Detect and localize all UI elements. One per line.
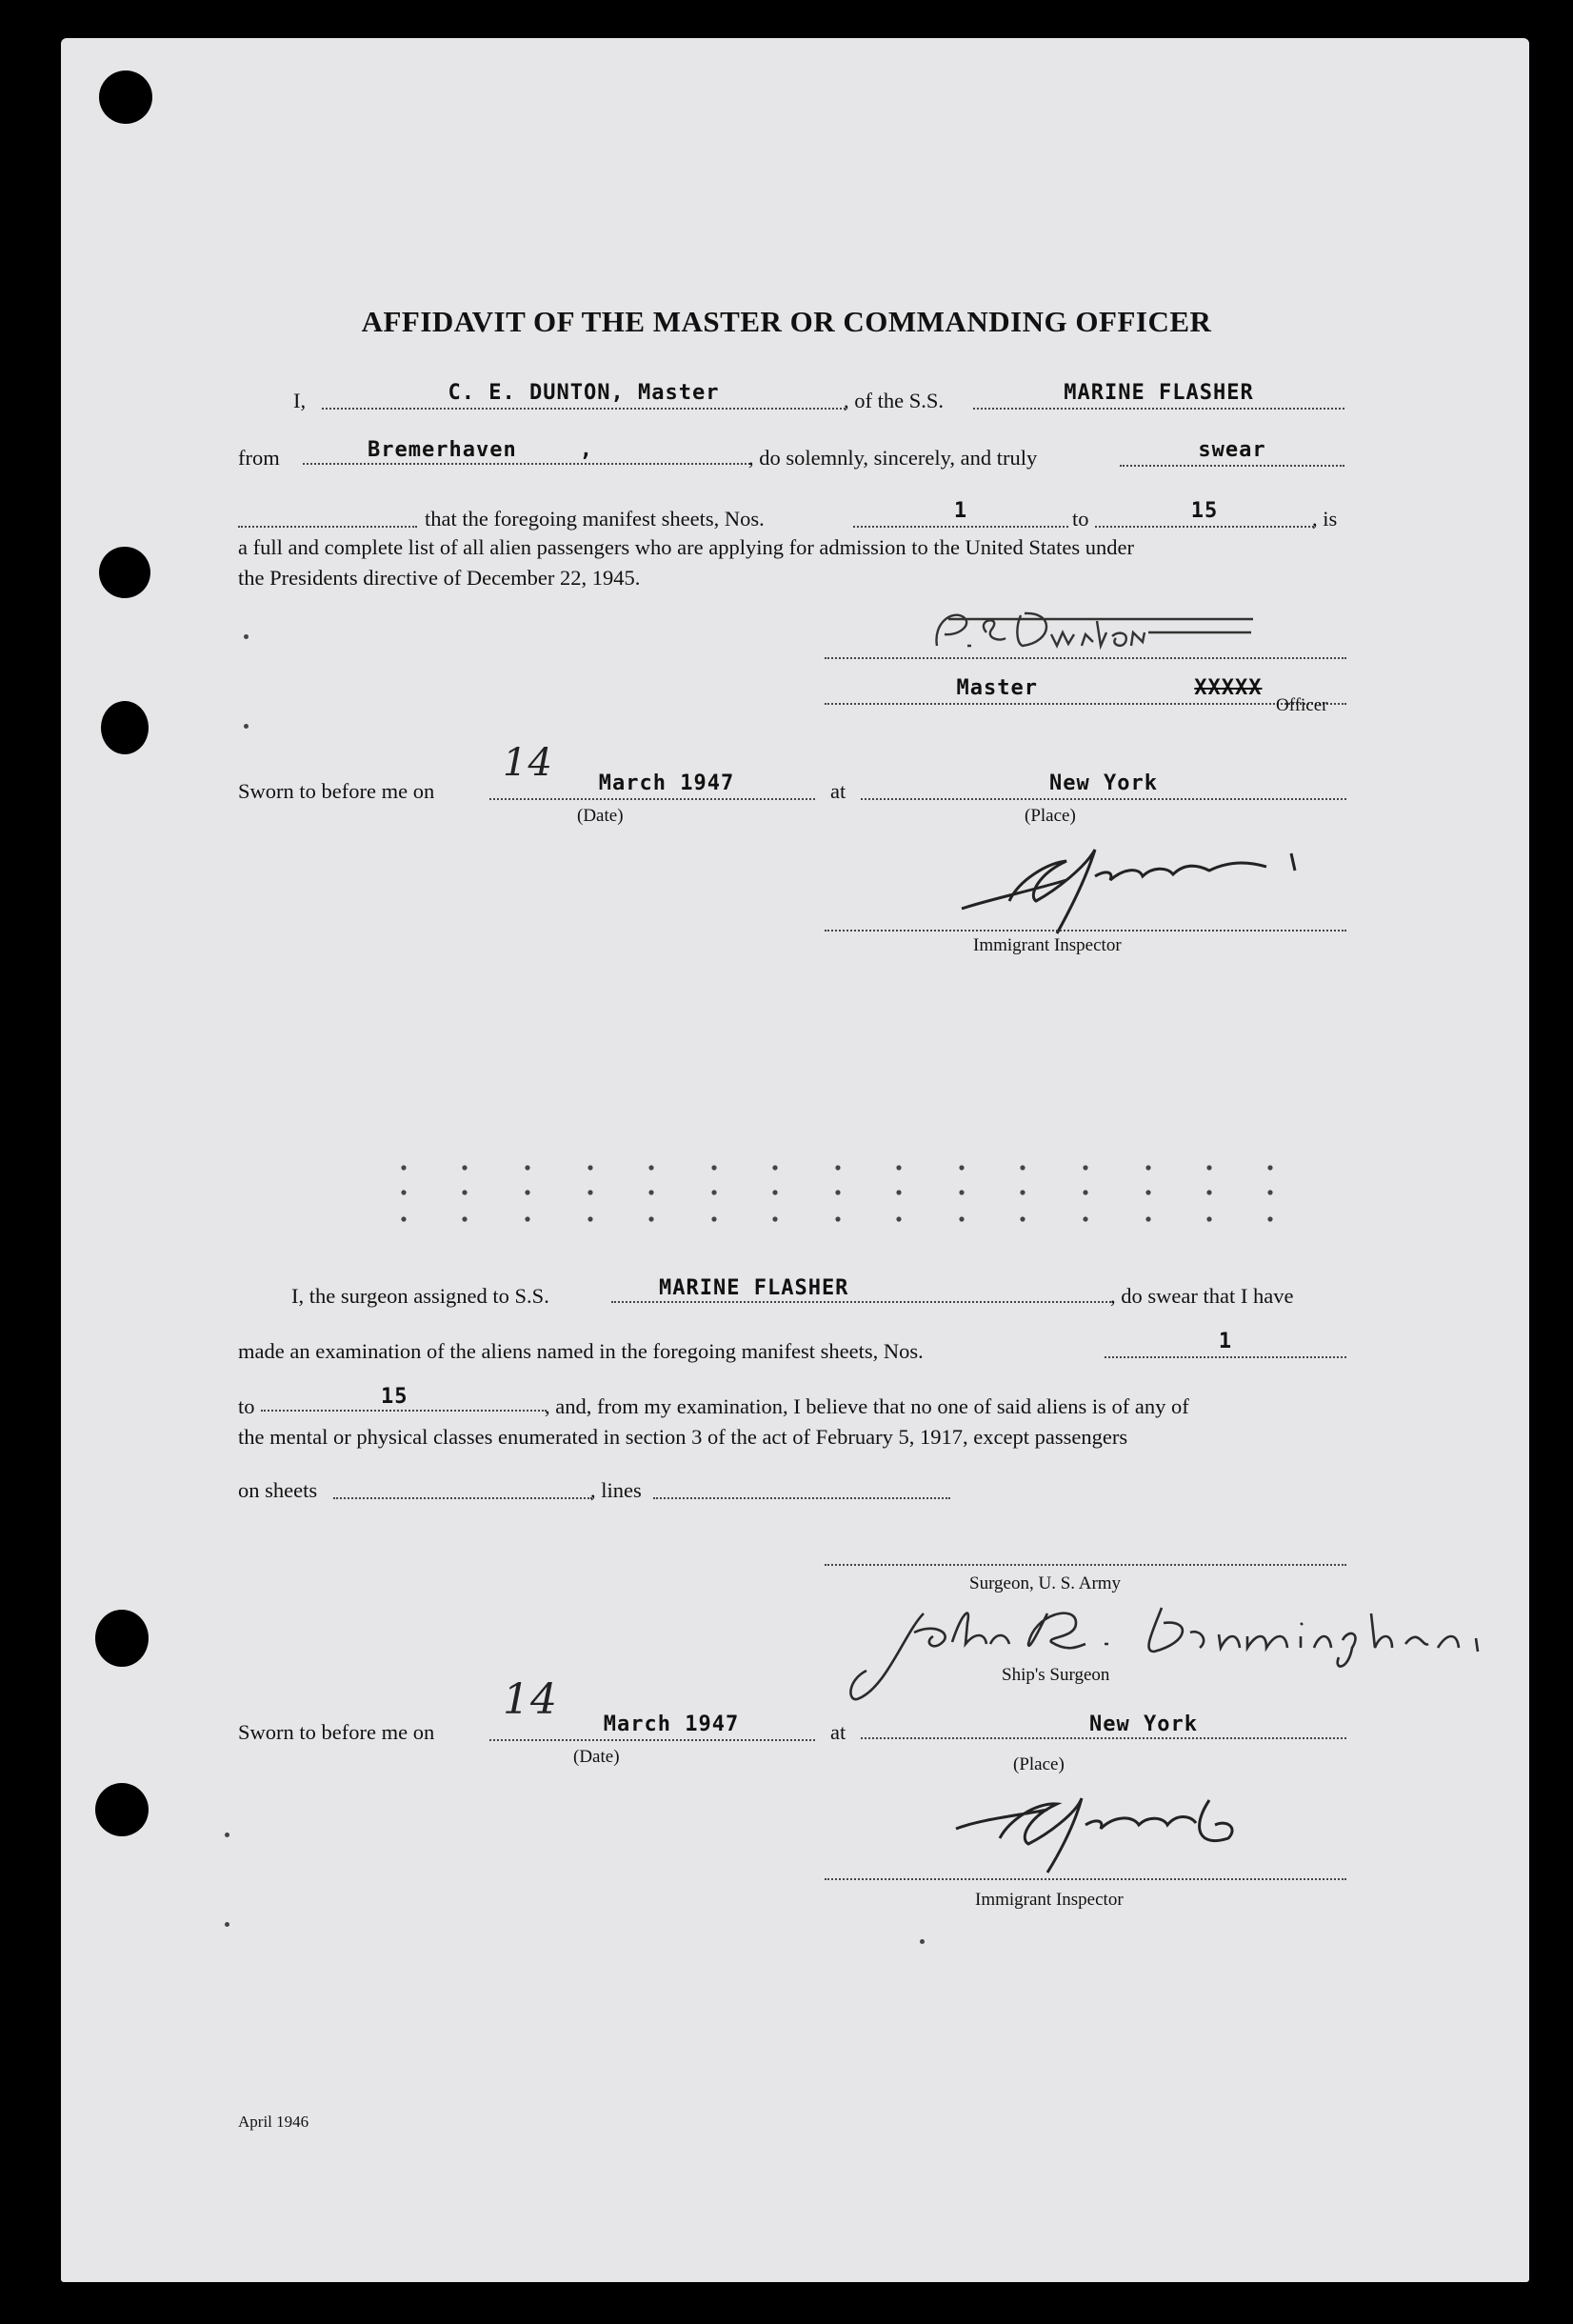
army-surgeon-caption: Surgeon, U. S. Army [969, 1573, 1122, 1593]
surgeon-to-label: to [238, 1394, 255, 1418]
inspector-caption: Immigrant Inspector [973, 935, 1122, 955]
sheet-to-field: 15 [1095, 497, 1314, 528]
on-sheets-label: on sheets [238, 1478, 318, 1502]
handwritten-day: 14 [503, 741, 553, 785]
surgeon-sworn-date-field [489, 1675, 815, 1741]
surgeon-line-1-end: , do swear that I have [1110, 1284, 1294, 1308]
place-field: New York [861, 770, 1346, 800]
i-label: I, [293, 389, 307, 412]
surgeon-line-4: the mental or physical classes enumerated in section 3 of the act of February 5, 1917, except passengers [238, 1425, 1128, 1449]
dotted-separator [400, 1164, 1276, 1234]
on-sheets-field [333, 1469, 592, 1499]
stray-dot [920, 1939, 925, 1944]
surgeon-handwritten-day: 14 [503, 1675, 558, 1724]
rank-value: Master [956, 676, 1038, 700]
surgeon-inspector-line [825, 1878, 1346, 1880]
surgeon-date-caption: (Date) [573, 1747, 620, 1767]
inspector-line [825, 930, 1346, 932]
body-line-1: a full and complete list of all alien passengers who are applying for admission to the United States under [238, 535, 1135, 559]
surgeon-line-1-start: I, the surgeon assigned to S.S. [291, 1284, 549, 1308]
ship-name-field: MARINE FLASHER [973, 379, 1344, 410]
surgeon-line-3-end: , and, from my examination, I believe that no one of said aliens is of any of [545, 1394, 1189, 1418]
is-label: , is [1312, 507, 1338, 531]
stray-dot [244, 634, 249, 639]
solemnly-label: , do solemnly, sincerely, and truly [748, 446, 1038, 470]
lines-label: , lines [590, 1478, 642, 1502]
struck-value: XXXXX [1194, 676, 1263, 700]
master-signature [929, 604, 1272, 657]
signature-line [825, 657, 1346, 659]
at-label: at [830, 779, 846, 803]
master-name-field: C. E. DUNTON, Master [322, 379, 846, 410]
port-value: Bremerhaven [368, 438, 517, 462]
sheet-from-field: 1 [853, 497, 1068, 528]
surgeon-inspector-caption: Immigrant Inspector [975, 1890, 1124, 1910]
stray-dot [225, 1833, 229, 1837]
stray-dot [225, 1922, 229, 1927]
sworn-date-field [489, 741, 815, 800]
lines-field [653, 1469, 950, 1499]
date-value: March 1947 [598, 771, 735, 795]
officer-caption: Officer [1276, 695, 1328, 715]
port-field [303, 436, 750, 465]
punch-hole [99, 70, 152, 124]
surgeon-place-caption: (Place) [1013, 1754, 1065, 1774]
oath-field: swear [1120, 436, 1344, 467]
surgeon-signature [847, 1594, 1495, 1709]
surgeon-sheet-from-field: 1 [1105, 1328, 1346, 1358]
date-caption: (Date) [577, 806, 624, 826]
sheets-label: that the foregoing manifest sheets, Nos. [425, 507, 765, 531]
body-line-2: the Presidents directive of December 22, 1945. [238, 566, 641, 590]
sworn-label: Sworn to before me on [238, 779, 435, 803]
from-label: from [238, 446, 280, 470]
army-surgeon-line [825, 1564, 1346, 1566]
to-label: to [1072, 507, 1089, 531]
ships-surgeon-caption: Ship's Surgeon [1002, 1665, 1110, 1685]
form-date: April 1946 [238, 2113, 309, 2131]
port-comma: , [579, 438, 593, 462]
stray-dot [244, 724, 249, 729]
place-caption: (Place) [1025, 806, 1076, 826]
affidavit-title: AFFIDAVIT OF THE MASTER OR COMMANDING OFFICER [361, 305, 1212, 338]
punch-hole [95, 1783, 149, 1836]
punch-hole [95, 1610, 149, 1667]
surgeon-sheet-to-field: 15 [261, 1383, 547, 1412]
surgeon-place-field: New York [861, 1711, 1346, 1739]
oath-blank-field [238, 497, 417, 528]
surgeon-date-value: March 1947 [603, 1713, 740, 1736]
surgeon-inspector-signature [952, 1791, 1295, 1876]
surgeon-line-2: made an examination of the aliens named in the foregoing manifest sheets, Nos. [238, 1339, 924, 1363]
of-ss-label: , of the S.S. [844, 389, 945, 412]
document-page [61, 38, 1529, 2282]
surgeon-at-label: at [830, 1720, 846, 1744]
surgeon-sworn-label: Sworn to before me on [238, 1720, 435, 1744]
punch-hole [101, 701, 149, 754]
surgeon-ship-field: MARINE FLASHER [611, 1274, 1114, 1303]
inspector-signature [952, 842, 1314, 937]
rank-field [825, 674, 1346, 705]
punch-hole [99, 547, 150, 598]
